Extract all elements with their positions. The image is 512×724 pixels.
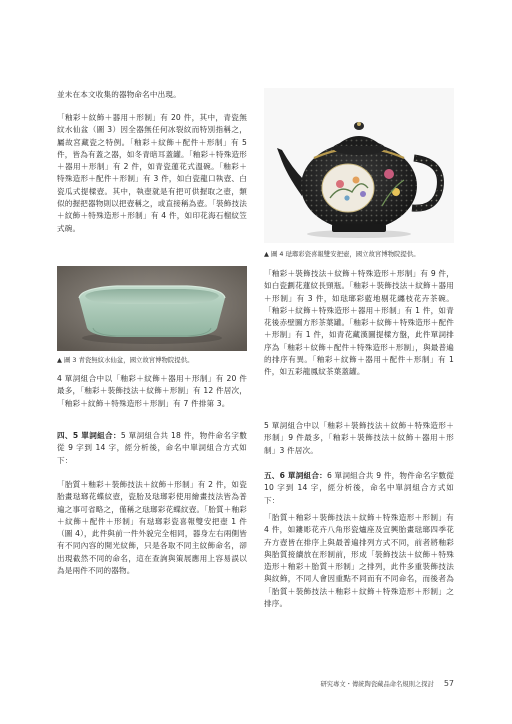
enamel-teapot-photo	[264, 88, 454, 243]
figure-4-caption: ▲ 圖 4 琺瑯彩瓷喜報雙安把壺，國立故宮博物院提供。	[264, 250, 420, 258]
right-paragraph-2: 5 單詞組合中以「釉彩＋裝飾技法＋紋飾＋特殊造形＋形制」9 件最多，「釉彩＋裝飾技法＋紋飾＋器用＋形制」3 件居次。	[264, 421, 454, 455]
section-5-heading: 五、6 單詞組合：	[264, 471, 327, 480]
right-paragraph-1: 「釉彩＋裝飾技法＋紋飾＋特殊造形＋形制」有 9 件，如白瓷劃花蓮紋長頸瓶。「釉彩＋裝飾技法＋紋飾＋器用＋形制」有 3 件，如琺瑯彩藍地剔花纏枝花卉茶碗。「釉彩＋紋飾＋特殊造形＋器用＋形制」有 1 件，如青花後赤壁圖方形茶葉罐。「釉彩＋紋飾＋特殊造形＋配件＋形制」有 1 件，如青花藏漢圖提樑方盤，此件單詞排序為「釉彩＋紋飾＋配件＋特殊造形＋形制」，與最普遍的排序有異。「釉彩＋紋飾＋器用＋配件＋形制」有 1 件，如五彩龍鳳紋茶葉蓋罐。	[264, 269, 454, 377]
left-paragraph-4: 「胎質＋釉彩＋裝飾技法＋紋飾＋形制」有 2 件，如瓷胎畫琺瑯花蝶紋壺，瓷胎及琺瑯彩使用繪畫技法皆為普遍之事可省略之，僅稱之琺瑯彩花蝶紋壺。「胎質＋釉彩＋紋飾＋配件＋形制」有琺瑯彩瓷喜報雙安把壺 1 件（圖 4），此件與前一件外貌完全相同，器身左右兩側皆有不同內容的開光紋飾，只是各取不同主紋飾命名，卻出現截然不同的命名，這在查詢與策展應用上容易誤以為是兩件不同的器物。	[57, 480, 247, 576]
section-5-intro: 6 單詞組合共 9 件，物件命名字數從 10 字到 14 字，經分析後，命名中單詞組合方式如下：	[264, 471, 454, 505]
page-number: 57	[443, 679, 454, 688]
right-section-5	[264, 470, 454, 507]
right-paragraph-4: 「胎質＋釉彩＋裝飾技法＋紋飾＋特殊造形＋形制」有 4 件，如鏤彫花卉八角形瓷爐座及宜興胎畫琺瑯四季花卉方壺皆在排序上與最普遍排列方式不同，前者將釉彩與胎質接續放在形制前，形成「裝飾技法＋紋飾＋特殊造形＋釉彩＋胎質＋形制」之排列，此件多重裝飾技法與紋飾，不同人會因重點不同而有不同命名，而後者為「胎質＋裝飾技法＋釉彩＋紋飾＋特殊造形＋形制」之排序。	[264, 513, 454, 609]
section-4-intro: 5 單詞組合共 18 件，物件命名字數從 9 字到 14 字，經分析後，命名中單詞組合方式如下：	[57, 431, 247, 465]
section-4-heading: 四、5 單詞組合：	[57, 431, 121, 440]
figure-3-caption: ▲ 圖 3 青瓷無紋水仙盆，國立故宮博物院提供。	[57, 356, 194, 364]
page-footer	[320, 679, 454, 688]
left-paragraph-2: 4 單詞組合中以「釉彩＋紋飾＋器用＋形制」有 20 件最多，「釉彩＋裝飾技法＋紋飾＋形制」有 12 件居次，「釉彩＋紋飾＋特殊造形＋形制」有 7 件排第 3。	[57, 374, 247, 408]
celadon-basin-photo	[57, 266, 247, 351]
left-paragraph-1: 「釉彩＋紋飾＋器用＋形制」有 20 件，其中，青瓷無紋水仙盆（圖 3）因全器無任何冰裂紋而特別指稱之，屬故宮藏瓷之特例。「釉彩＋紋飾＋配件＋形制」有 5 件，皆為有蓋之器，如冬青暗耳蓋罐。「釉彩＋特殊造形＋器用＋形制」有 2 件，如青瓷蓮花式溫碗。「釉彩＋特殊造形＋配件＋形制」有 3 件，如白瓷龍口執壺、白瓷瓜式提樑壺。其中，執壺就是有把可供握取之壺，類似的握把器物則以把壺稱之，或直接稱為壺。「裝飾技法＋紋飾＋特殊造形＋形制」有 4 件，如印花海石榴紋笠式碗。	[57, 113, 247, 233]
intro-text: 並未在本文收集的器物命名中出現。	[57, 90, 181, 99]
footer-journal-title: 研究專文・傳統陶瓷藏品命名規則之探討	[320, 681, 434, 688]
figure-3-image	[57, 266, 247, 351]
left-section-4	[57, 430, 247, 467]
figure-4-image	[264, 88, 454, 243]
